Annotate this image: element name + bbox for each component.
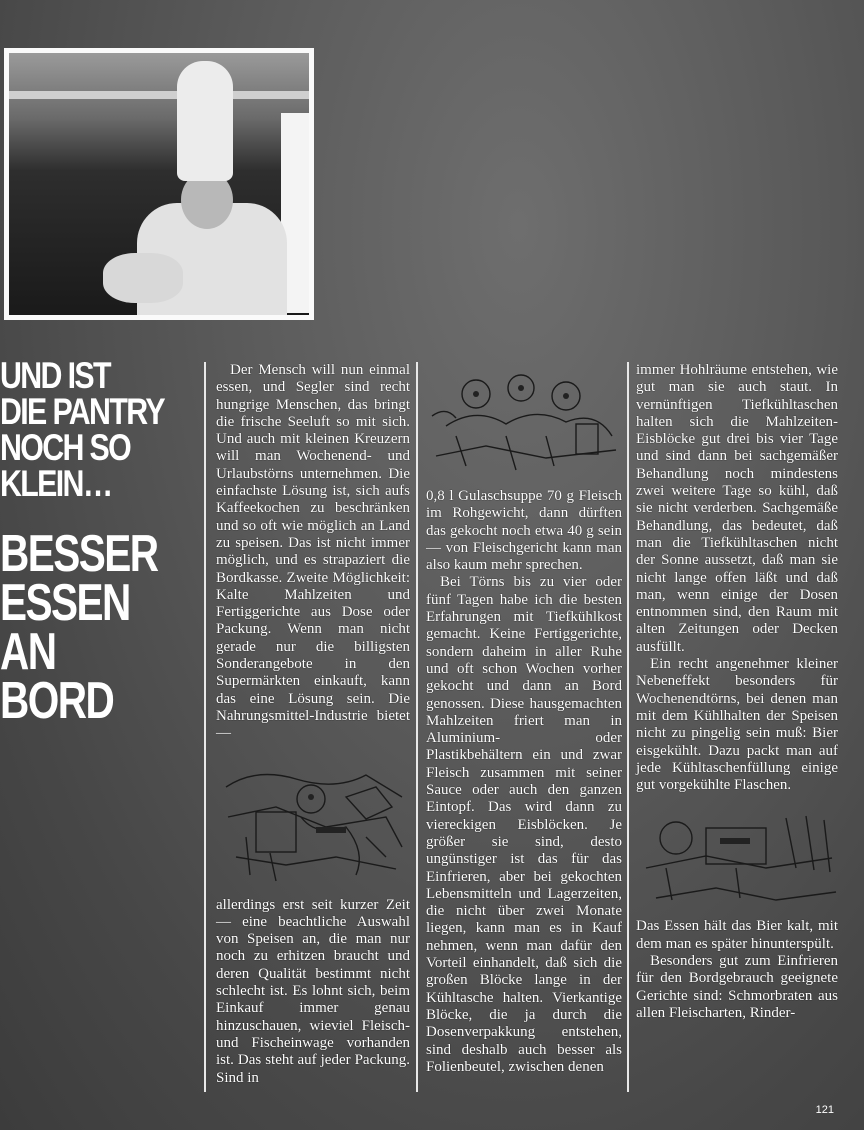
paragraph: Das Essen hält das Bier kalt, mit dem man es später hinunterspült. — [636, 918, 838, 952]
paragraph: 0,8 l Gulaschsuppe 70 g Fleisch im Rohgewicht, dann dürften das gekocht noch etwa 40 g sein — von Fleischgericht kann man also kaum mehr sprechen. — [426, 488, 622, 574]
cooler-bottles-sketch-illustration — [636, 808, 838, 908]
paragraph: Ein recht angenehmer kleiner Nebeneffekt besonders für Wochenendtörns, bei denen man mit dem Kühlhalten der Speisen nicht zu pingelig sein muß: Bier eisgekühlt. Dazu packt man auf jede Kühltaschenfüllung einige gut vorgekühlte Flaschen. — [636, 656, 838, 794]
column-rule — [204, 362, 206, 1092]
headline-line: AN — [0, 623, 56, 681]
column-rule — [416, 362, 418, 1092]
column-rule — [627, 362, 629, 1092]
page-number: 121 — [815, 1104, 834, 1116]
paragraph: Der Mensch will nun einmal essen, und Segler sind recht hungrige Menschen, das bringt die frische Seeluft so mit sich. Und auch mit kleinen Kreuzern will man Wochenend- und Urlaubstörns unternehmen. Die einfachste Lösung ist, sich aufs Kaffeekochen zu beschränken und so oft wie möglich an Land zu speisen. Das ist nicht immer möglich, und es strapaziert die Bordkasse. Zweite Möglichkeit: Kalte Mahlzeiten und Fertiggerichte aus Dose oder Packung. Wenn man nicht gerade nur die billigsten Sonderangebote in den Supermärkten einkauft, kann das eine Lösung sein. Die Nahrungsmittel-Industrie bietet — — [216, 362, 410, 742]
chef-photo — [4, 48, 314, 320]
headline-line: BORD — [0, 672, 114, 730]
headline-line: ESSEN — [0, 574, 130, 632]
paragraph: allerdings erst seit kurzer Zeit — eine beachtliche Auswahl von Speisen an, die man nur noch zu erhitzen braucht und deren Qualität bestimmt nicht schlecht ist. Es lohnt sich, beim Einkauf immer genau hinzuschauen, wieviel Fleisch- und Fischeinwage vorhanden ist. Das steht auf jeder Packung. Sind in — [216, 896, 410, 1086]
text-column-1 — [216, 362, 410, 1087]
paragraph: immer Hohlräume entstehen, wie gut man sie auch staut. In vernünftigen Tiefkühltaschen halten sich die Mahlzeiten-Eisblöcke gut drei bis vier Tage und sind dann bei sachgemäßer Behandlung noch mindestens zwei weitere Tage so kühl, daß sie nicht verderben. Sachgemäße Behandlung, das bedeutet, daß man die Tiefkühltaschen nicht der Sonne aussetzt, daß man sie nicht lange offen läßt und daß man, wenn einige der Dosen entnommen sind, den Raum mit alten Zeitungen oder Decken ausfüllt. — [636, 362, 838, 655]
paragraph: Bei Törns bis zu vier oder fünf Tagen habe ich die besten Erfahrungen mit Tiefkühlkost gemacht. Keine Fertiggerichte, sondern daheim in aller Ruhe und oft schon Wochen vorher gekocht und dann an Bord genossen. Diese hausgemachten Mahlzeiten friert man in Aluminium- oder Plastikbehältern ein und zwar Fleisch zusammen mit seiner Sauce oder auch den ganzen Eintopf. Das wird dann zu viereckigen Eisblöcken. Je größer sie sind, desto ungünstiger ist das für das Einfrieren, aber bei gekochten Lebensmitteln und Lagerzeiten, die nicht über zwei Monate liegen, kann man es in Kauf nehmen, wenn man dafür den Vorteil einhandelt, daß sich die großen Blöcke lange in der Kühltasche halten. Vierkantige Blöcke, die ja durch die Dosenverpakkung entstehen, sind deshalb auch besser als Folienbeutel, zwischen denen — [426, 574, 622, 1075]
paragraph: Besonders gut zum Einfrieren für den Bordgebrauch geeignete Gerichte sind: Schmorbraten aus allen Fleischarten, Rinder- — [636, 953, 838, 1021]
text-column-3 — [636, 362, 838, 1022]
headline-line: KLEIN… — [0, 463, 112, 504]
headline-line: BESSER — [0, 525, 158, 583]
crew-meal-sketch-illustration — [426, 366, 622, 476]
headline-line: DIE PANTRY — [0, 391, 164, 432]
headline-line: UND IST — [0, 355, 110, 396]
article-headline — [0, 355, 205, 730]
galley-sketch-illustration — [216, 757, 410, 887]
text-column-2 — [426, 362, 622, 1076]
headline-line: NOCH SO — [0, 427, 131, 468]
